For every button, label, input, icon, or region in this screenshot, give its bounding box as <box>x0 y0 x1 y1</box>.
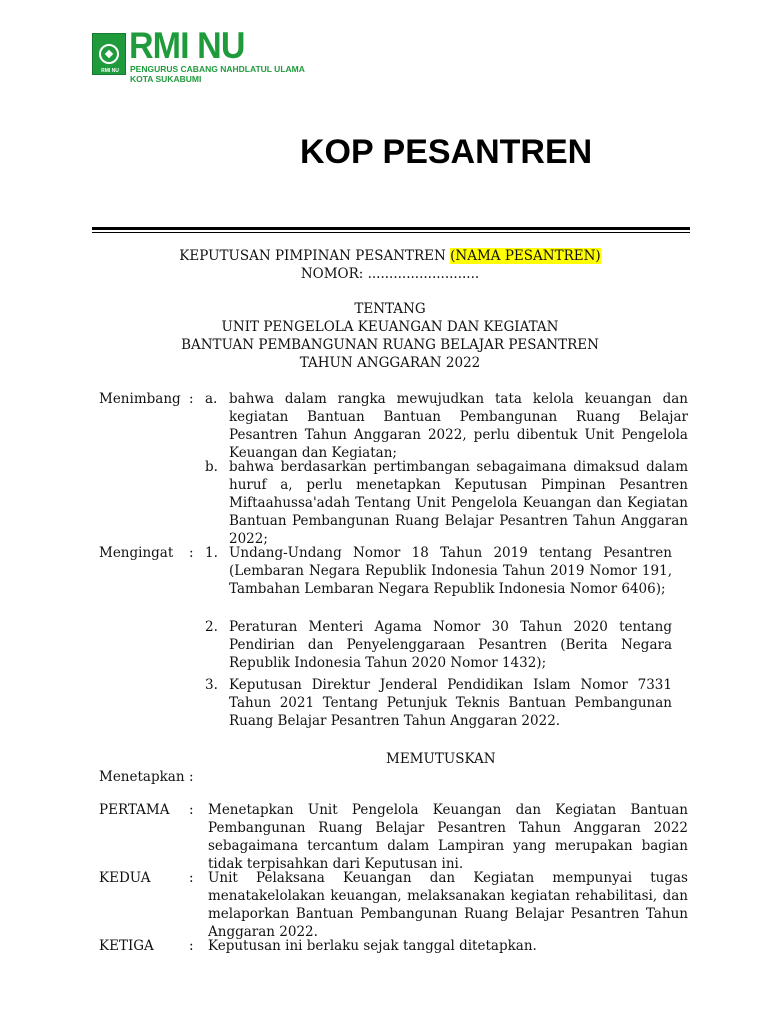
article-second-label: KEDUA <box>99 870 151 886</box>
considering-item-a: bahwa dalam rangka mewujudkan tata kelola keuangan dan kegiatan Bantuan Bantuan Pembangunan Ruang Belajar Pesantren Tahun Anggaran 2022, perlu dibentuk Unit Pengelola Keuangan dan Kegiatan; <box>229 391 688 461</box>
letterhead-rule-thin <box>92 232 690 233</box>
considering-colon: : <box>189 391 194 407</box>
article-third-colon: : <box>189 938 194 954</box>
recalling-marker-2: 2. <box>205 619 218 635</box>
nu-emblem-icon <box>92 33 126 75</box>
decree-about: TENTANG <box>354 301 426 317</box>
article-third-text: Keputusan ini berlaku sejak tanggal ditetapkan. <box>208 938 537 954</box>
recalling-marker-1: 1. <box>205 545 218 561</box>
decide-heading: MEMUTUSKAN <box>386 751 496 767</box>
decree-subject-line-2: BANTUAN PEMBANGUNAN RUANG BELAJAR PESANTREN <box>181 337 599 353</box>
recalling-label: Mengingat <box>99 545 174 561</box>
logo-subtitle-organization: PENGURUS CABANG NAHDLATUL ULAMA <box>130 64 305 74</box>
letterhead-rule-thick <box>92 227 690 230</box>
recalling-colon: : <box>189 545 194 561</box>
article-first-colon: : <box>189 802 194 818</box>
article-first-text: Menetapkan Unit Pengelola Keuangan dan Kegiatan Bantuan Pembangunan Ruang Belajar Pesantren Tahun Anggaran 2022 sebagaimana tercantum dalam Lampiran yang merupakan bagian tidak terpisahkan dari Keputusan ini. <box>208 802 688 872</box>
rmi-nu-logo <box>92 25 305 88</box>
pesantren-name-placeholder: (NAMA PESANTREN) <box>450 248 601 264</box>
recalling-item-3: Keputusan Direktur Jenderal Pendidikan Islam Nomor 7331 Tahun 2021 Tentang Petunjuk Teknis Bantuan Pembangunan Ruang Belajar Pesantren Tahun Anggaran 2022. <box>229 677 672 729</box>
recalling-item-2: Peraturan Menteri Agama Nomor 30 Tahun 2020 tentang Pendirian dan Penyelenggaraan Pesantren (Berita Negara Republik Indonesia Tahun 2020 Nomor 1432); <box>229 619 672 671</box>
establish-label: Menetapkan <box>99 769 185 785</box>
establish-colon: : <box>189 769 194 785</box>
considering-label: Menimbang <box>99 391 181 407</box>
recalling-item-1: Undang-Undang Nomor 18 Tahun 2019 tentang Pesantren (Lembaran Negara Republik Indonesia Tahun 2019 Nomor 191, Tambahan Lembaran Negara Republik Indonesia Nomor 6406); <box>229 545 672 597</box>
recalling-marker-3: 3. <box>205 677 218 693</box>
decree-subject-line-1: UNIT PENGELOLA KEUANGAN DAN KEGIATAN <box>221 319 559 335</box>
article-second-text: Unit Pelaksana Keuangan dan Kegiatan mempunyai tugas menatakelolakan keuangan, melaksanakan kegiatan rehabilitasi, dan melaporkan Bantuan Pembangunan Ruang Belajar Pesantren Tahun Anggaran 2022. <box>208 870 688 940</box>
decree-heading: KEPUTUSAN PIMPINAN PESANTREN (NAMA PESANTREN) <box>179 248 601 264</box>
decree-subject-line-3: TAHUN ANGGARAN 2022 <box>299 355 481 371</box>
considering-marker-b: b. <box>205 459 218 475</box>
logo-subtitle-city: KOTA SUKABUMI <box>130 74 202 84</box>
considering-item-b: bahwa berdasarkan pertimbangan sebagaimana dimaksud dalam huruf a, perlu menetapkan Keputusan Pimpinan Pesantren Miftaahussa'adah Tentang Unit Pengelola Keuangan dan Kegiatan Bantuan Pembangunan Ruang Belajar Pesantren Tahun Anggaran 2022; <box>229 459 688 547</box>
decree-number: NOMOR: .......................... <box>300 266 480 282</box>
article-first-label: PERTAMA <box>99 802 170 818</box>
article-third-label: KETIGA <box>99 938 154 954</box>
letterhead-title: KOP PESANTREN <box>300 133 593 171</box>
logo-title: RMI NU <box>129 25 245 66</box>
considering-marker-a: a. <box>205 391 218 407</box>
emblem-caption: RMI NU <box>101 68 119 74</box>
article-second-colon: : <box>189 870 194 886</box>
